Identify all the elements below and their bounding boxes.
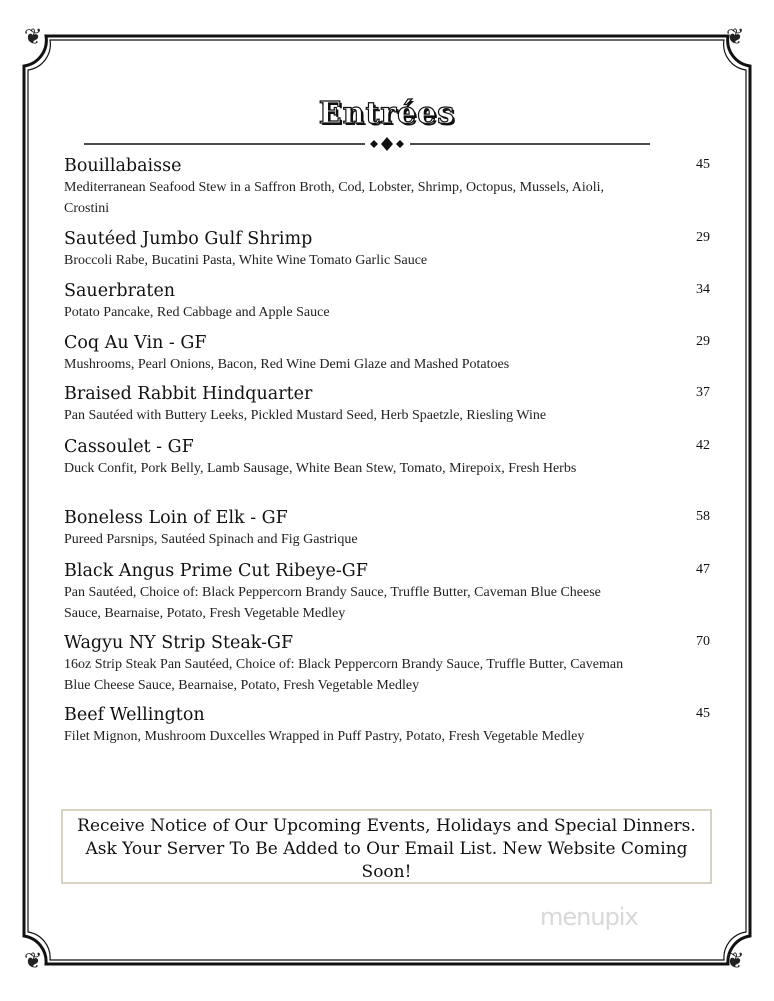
item-description: Broccoli Rabe, Bucatini Pasta, White Wine Tomato Garlic Sauce — [64, 253, 428, 268]
floral-corner-icon: ❦ — [24, 24, 43, 49]
diamond-divider-icon — [370, 137, 404, 151]
item-name: Sautéed Jumbo Gulf Shrimp — [64, 229, 313, 249]
menu-item — [64, 507, 710, 550]
email-list-notice: Receive Notice of Our Upcoming Events, Holidays and Special Dinners. Ask Your Server To Be Added to Our Email List. New Website Coming Soon! — [61, 809, 712, 884]
floral-corner-icon: ❦ — [24, 948, 43, 973]
item-description: Potato Pancake, Red Cabbage and Apple Sauce — [64, 305, 330, 320]
item-description: Mushrooms, Pearl Onions, Bacon, Red Wine Demi Glaze and Mashed Potatoes — [64, 357, 510, 372]
menu-item — [64, 436, 710, 479]
item-name: Boneless Loin of Elk - GF — [64, 508, 288, 528]
item-name: Sauerbraten — [64, 281, 176, 301]
menu-item — [64, 155, 710, 219]
item-name: Wagyu NY Strip Steak-GF — [64, 633, 294, 653]
item-name: Beef Wellington — [64, 705, 205, 725]
item-price: 29 — [696, 334, 710, 349]
item-name: Coq Au Vin - GF — [64, 333, 207, 353]
menu-item — [64, 228, 710, 271]
menu-item — [64, 632, 710, 696]
item-description: Mediterranean Seafood Stew in a Saffron Broth, Cod, Lobster, Shrimp, Octopus, Mussels, Aioli, Crostini — [64, 180, 605, 216]
item-name: Black Angus Prime Cut Ribeye-GF — [64, 561, 368, 581]
menu-item — [64, 332, 710, 375]
watermark: menupix — [540, 903, 638, 931]
item-description: Pureed Parsnips, Sautéed Spinach and Fig Gastrique — [64, 532, 358, 547]
menu-item — [64, 280, 710, 323]
item-price: 45 — [696, 157, 710, 172]
item-price: 47 — [696, 562, 710, 577]
item-description: Filet Mignon, Mushroom Duxcelles Wrapped in Puff Pastry, Potato, Fresh Vegetable Medley — [64, 729, 585, 744]
item-description: 16oz Strip Steak Pan Sautéed, Choice of: Black Peppercorn Brandy Sauce, Truffle Butter, Caveman Blue Cheese Sauce, Bearnaise, Potato, Fresh Vegetable Medley — [64, 657, 624, 693]
floral-corner-icon: ❦ — [726, 948, 745, 973]
item-price: 37 — [696, 385, 710, 400]
item-price: 34 — [696, 282, 710, 297]
item-name: Cassoulet - GF — [64, 437, 194, 457]
item-description: Pan Sautéed with Buttery Leeks, Pickled Mustard Seed, Herb Spaetzle, Riesling Wine — [64, 408, 547, 423]
item-price: 45 — [696, 706, 710, 721]
menu-item — [64, 560, 710, 624]
item-price: 58 — [696, 509, 710, 524]
item-description: Duck Confit, Pork Belly, Lamb Sausage, White Bean Stew, Tomato, Mirepoix, Fresh Herbs — [64, 461, 577, 476]
item-price: 70 — [696, 634, 710, 649]
item-name: Braised Rabbit Hindquarter — [64, 384, 313, 404]
item-name: Bouillabaisse — [64, 156, 182, 176]
item-description: Pan Sautéed, Choice of: Black Peppercorn Brandy Sauce, Truffle Butter, Caveman Blue Cheese Sauce, Bearnaise, Potato, Fresh Vegetable Medley — [64, 585, 601, 621]
menu-item — [64, 383, 710, 426]
page-title: Entrées — [318, 96, 456, 131]
item-price: 42 — [696, 438, 710, 453]
floral-corner-icon: ❦ — [726, 24, 745, 49]
item-price: 29 — [696, 230, 710, 245]
menu-item — [64, 704, 710, 747]
